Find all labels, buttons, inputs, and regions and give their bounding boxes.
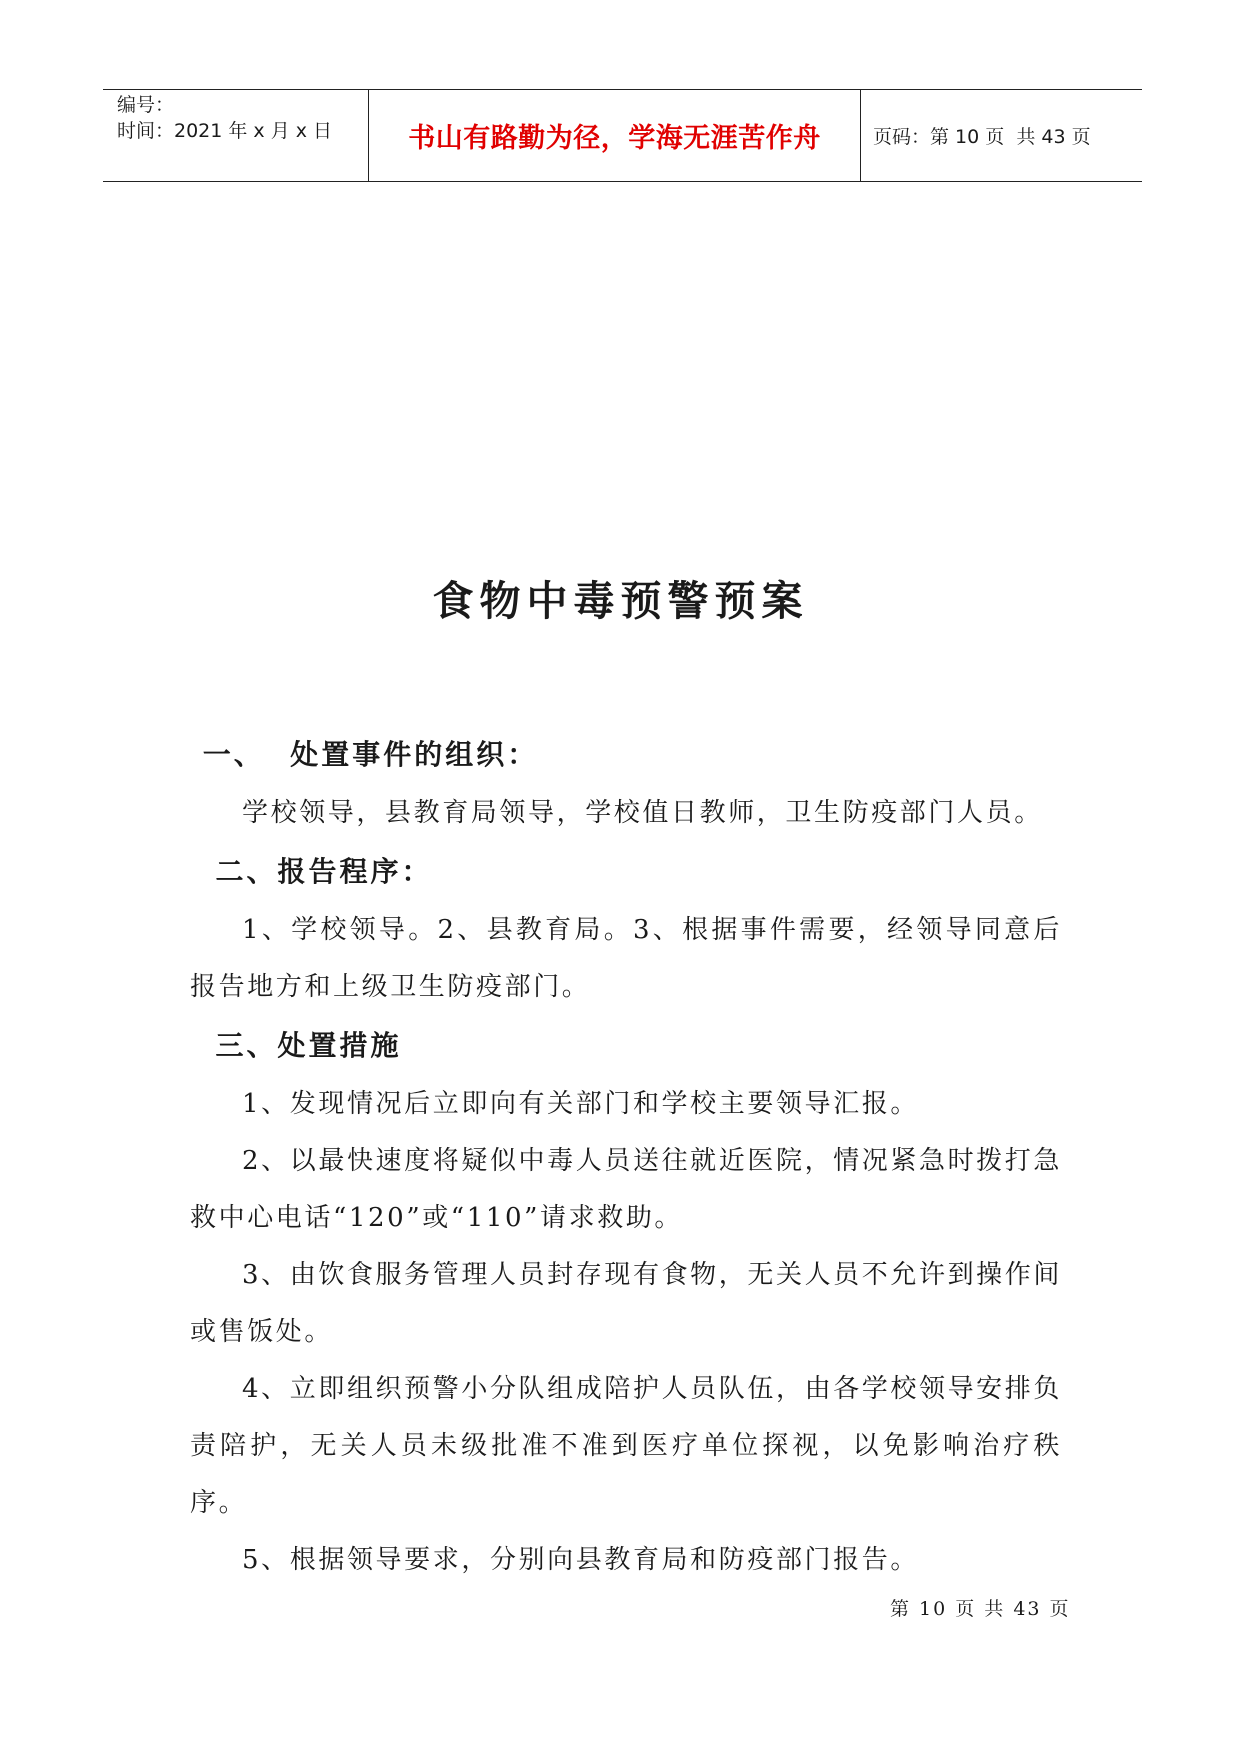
paragraph: 4、立即组织预警小分队组成陪护人员队伍，由各学校领导安排负责陪护，无关人员未级批准不准到医疗单位探视，以免影响治疗秩序。 (190, 1374, 1062, 1518)
header-page-cell (861, 90, 1142, 181)
page-number-label: 页码：第 10 页 共 43 页 (873, 126, 1091, 148)
paragraph: 5、根据领导要求，分别向县教育局和防疫部门报告。 (242, 1545, 919, 1575)
document-title: 食物中毒预警预案 (432, 577, 809, 625)
paragraph: 1、学校领导。2、县教育局。3、根据事件需要，经领导同意后报告地方和上级卫生防疫部门。 (190, 915, 1062, 1002)
serial-number-label: 编号： (117, 94, 175, 116)
paragraph: 3、由饮食服务管理人员封存现有食物，无关人员不允许到操作间或售饭处。 (190, 1260, 1062, 1347)
paragraph: 1、发现情况后立即向有关部门和学校主要领导汇报。 (242, 1089, 919, 1119)
document-body (190, 725, 1062, 1589)
header-motto-cell (369, 90, 861, 181)
paragraph: 2、以最快速度将疑似中毒人员送往就近医院，情况紧急时拨打急救中心电话“120”或“110”请求救助。 (190, 1146, 1062, 1233)
header-table (103, 89, 1142, 182)
header-info-cell (103, 90, 369, 181)
time-label: 时间：2021 年 x 月 x 日 (117, 120, 333, 142)
section-heading: 一、 处置事件的组织： (190, 738, 539, 771)
page-footer: 第 10 页 共 43 页 (890, 1598, 1071, 1620)
section-heading: 三、处置措施 (190, 1029, 402, 1062)
section-heading: 二、报告程序： (190, 855, 433, 888)
section-organization (190, 725, 1062, 842)
motto-text: 书山有路勤为径，学海无涯苦作舟 (408, 123, 821, 154)
section-reporting-procedure (190, 842, 1062, 1016)
paragraph: 学校领导，县教育局领导，学校值日教师，卫生防疫部门人员。 (242, 798, 1043, 828)
section-handling-measures (190, 1016, 1062, 1589)
